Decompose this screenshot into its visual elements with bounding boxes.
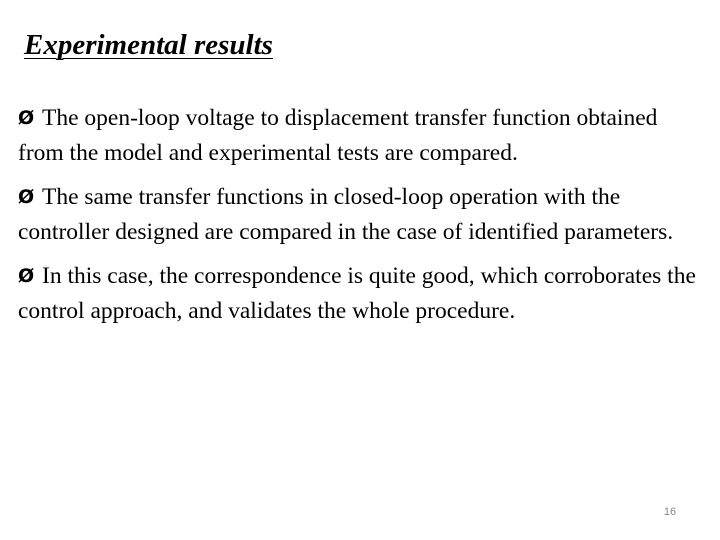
bullet-text: In this case, the correspondence is quite good, which corroborates the control approach, and validates the whole procedure. — [18, 263, 696, 324]
bullet-text: The same transfer functions in closed-loop operation with the controller designed are compared in the case of identified parameters. — [18, 184, 674, 245]
bullet-item-correspondence — [18, 259, 702, 328]
arrowhead-bullet-icon: Ø — [18, 186, 35, 208]
page-number: 16 — [663, 506, 677, 518]
arrowhead-bullet-icon: Ø — [18, 265, 35, 287]
bullet-text: The open-loop voltage to displacement transfer function obtained from the model and experimental tests are compared. — [18, 105, 658, 166]
bullet-list — [18, 101, 702, 338]
slide-title: Experimental results — [24, 29, 273, 61]
arrowhead-bullet-icon: Ø — [18, 107, 35, 129]
bullet-item-closed-loop — [18, 180, 702, 249]
bullet-item-open-loop — [18, 101, 702, 170]
